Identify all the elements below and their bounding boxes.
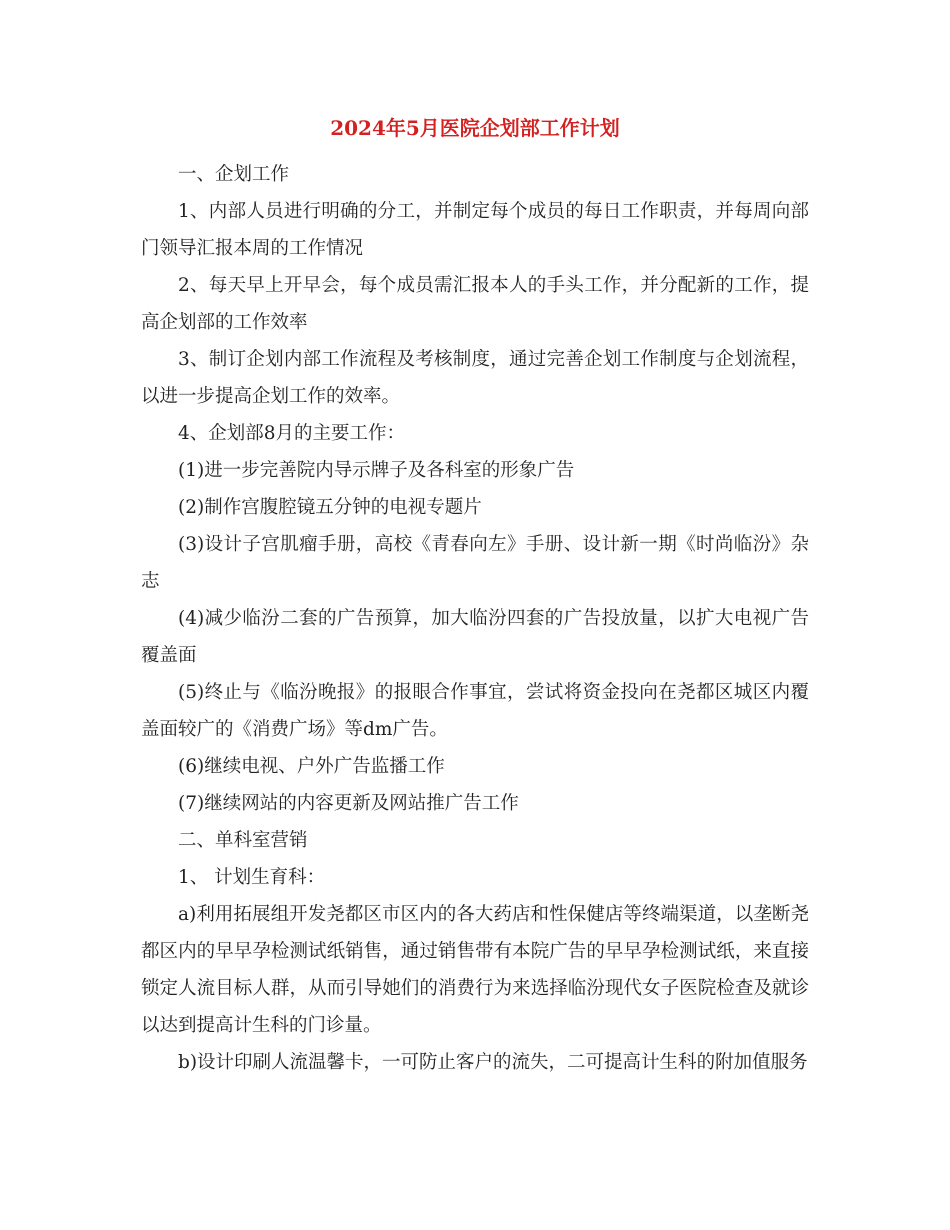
paragraph-item-a: a)利用拓展组开发尧都区市区内的各大药店和性保健店等终端渠道，以垄断尧都区内的早早孕检测试纸销售，通过销售带有本院广告的早早孕检测试纸，来直接锁定人流目标人群，从而引导她们的消费行为来选择临汾现代女子医院检查及就诊以达到提高计生科的门诊量。: [141, 904, 809, 1036]
sub-item-5: (5)终止与《临汾晚报》的报眼合作事宜，尝试将资金投向在尧都区城区内覆盖面较广的《消费广场》等dm广告。: [141, 682, 809, 740]
paragraph-item-4: 4、企划部8月的主要工作：: [178, 423, 406, 444]
paragraph-family-planning: 1、 计划生育科：: [178, 867, 326, 888]
section-heading-department-marketing: 二、单科室营销: [178, 830, 308, 851]
sub-item-1: (1)进一步完善院内导示牌子及各科室的形象广告: [178, 460, 575, 481]
section-heading-planning: 一、企划工作: [178, 164, 290, 185]
sub-item-4: (4)减少临汾二套的广告预算，加大临汾四套的广告投放量，以扩大电视广告覆盖面: [141, 608, 809, 666]
sub-item-7: (7)继续网站的内容更新及网站推广告工作: [178, 793, 519, 814]
document-body: [141, 156, 809, 1081]
paragraph-item-3: 3、制订企划内部工作流程及考核制度，通过完善企划工作制度与企划流程，以进一步提高企划工作的效率。: [141, 349, 809, 407]
sub-item-3: (3)设计子宫肌瘤手册，高校《青春向左》手册、设计新一期《时尚临汾》杂志: [141, 534, 809, 592]
paragraph-item-2: 2、每天早上开早会，每个成员需汇报本人的手头工作，并分配新的工作，提高企划部的工作效率: [141, 275, 809, 333]
paragraph-item-1: 1、内部人员进行明确的分工，并制定每个成员的每日工作职责，并每周向部门领导汇报本周的工作情况: [141, 201, 809, 259]
paragraph-item-b: b)设计印刷人流温馨卡，一可防止客户的流失，二可提高计生科的附加值服务: [178, 1052, 808, 1073]
sub-item-6: (6)继续电视、户外广告监播工作: [178, 756, 445, 777]
document-title: 2024年5月医院企划部工作计划: [330, 116, 620, 140]
sub-item-2: (2)制作宫腹腔镜五分钟的电视专题片: [178, 497, 482, 518]
